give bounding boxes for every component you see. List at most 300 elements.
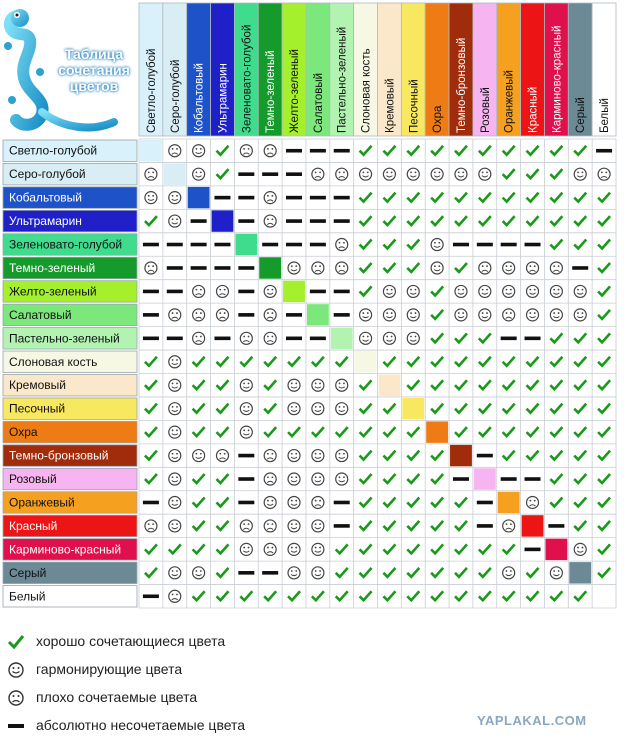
cell-good-mark [407,568,419,577]
cell-good-mark [479,591,491,600]
cell-bad-mark [336,168,348,180]
cell-good-mark [288,357,300,366]
row-label: Желто-зеленый [9,284,97,299]
cell-good-mark [479,427,491,436]
legend-item-harmony [0,658,640,682]
cell-good-mark [264,591,276,600]
cell-good-mark [145,380,157,389]
cell-bad-mark [193,332,205,344]
cell-good-mark [527,591,539,600]
cell-none-mark [310,196,326,200]
cell-good-mark [550,404,562,413]
cell-none-mark [286,313,302,317]
cell-harmony-mark [169,403,181,415]
cell-none-mark [453,243,469,247]
cell-good-mark [503,146,515,155]
cell-good-mark [383,263,395,272]
cell-good-mark [288,427,300,436]
frown-icon [6,688,26,708]
cell-good-mark [383,544,395,553]
cell-good-mark [193,544,205,553]
cell-good-mark [360,240,372,249]
row-label: Серый [9,565,47,580]
cell-harmony-mark [336,450,348,462]
cell-bad-mark [264,309,276,321]
cell-harmony-mark [288,403,300,415]
diagonal-cell [450,445,472,466]
cell-good-mark [216,357,228,366]
cell-bad-mark [193,285,205,297]
cell-harmony-mark [360,168,372,180]
column-header-label: Слоновая кость [360,48,373,133]
cell-harmony-mark [527,309,539,321]
cell-harmony-mark [383,285,395,297]
cell-bad-mark [336,239,348,251]
cell-harmony-mark [312,567,324,579]
cell-harmony-mark [312,473,324,485]
row-label: Серо-голубой [9,167,86,182]
column-header-label: Красный [527,86,540,133]
cell-harmony-mark [288,567,300,579]
diagonal-cell [140,140,162,161]
cell-bad-mark [312,496,324,508]
cell-good-mark [383,591,395,600]
cell-good-mark [407,380,419,389]
watermark: YAPLAKAL.COM [477,713,587,728]
cell-none-mark [167,266,183,270]
cell-none-mark [167,337,183,341]
cell-bad-mark [240,145,252,157]
cell-good-mark [574,497,586,506]
cell-none-mark [477,454,493,458]
cell-none-mark [143,337,159,341]
cell-good-mark [431,474,443,483]
column-header-label: Оранжевый [503,70,516,133]
cell-good-mark [503,169,515,178]
column-header-label: Пастельно-зеленый [336,26,349,133]
cell-good-mark [431,286,443,295]
cell-good-mark [431,404,443,413]
cell-good-mark [145,544,157,553]
cell-harmony-mark [240,403,252,415]
cell-good-mark [407,544,419,553]
cell-good-mark [574,404,586,413]
cell-harmony-mark [169,426,181,438]
diagonal-cell [593,586,615,607]
cell-good-mark [574,474,586,483]
column-header-label: Желто-зеленый [289,49,302,133]
cell-good-mark [360,427,372,436]
cell-good-mark [550,146,562,155]
cell-good-mark [407,451,419,460]
cell-good-mark [145,427,157,436]
row-label: Салатовый [9,307,72,322]
cell-good-mark [216,497,228,506]
cell-good-mark [431,216,443,225]
column-header-label: Кремовый [384,78,397,133]
cell-bad-mark [598,168,610,180]
cell-good-mark [550,193,562,202]
cell-none-mark [191,266,207,270]
cell-none-mark [310,219,326,223]
cell-good-mark [598,544,610,553]
cell-harmony-mark [407,332,419,344]
cell-good-mark [431,591,443,600]
cell-none-mark [238,501,254,505]
cell-good-mark [479,146,491,155]
cell-harmony-mark [360,309,372,321]
cell-good-mark [383,146,395,155]
dash-icon [6,716,26,736]
cell-good-mark [216,169,228,178]
cell-harmony-mark [193,450,205,462]
cell-good-mark [407,240,419,249]
cell-harmony-mark [503,567,515,579]
cell-none-mark [477,524,493,528]
cell-good-mark [479,357,491,366]
cell-good-mark [312,591,324,600]
cell-good-mark [455,427,467,436]
cell-good-mark [527,451,539,460]
cell-good-mark [550,451,562,460]
cell-none-mark [310,149,326,153]
cell-harmony-mark [288,473,300,485]
diagonal-cell [522,515,544,536]
row-label: Песочный [9,401,66,416]
cell-bad-mark [193,309,205,321]
cell-bad-mark [240,520,252,532]
cell-good-mark [360,263,372,272]
cell-none-mark [501,337,517,341]
cell-harmony-mark [383,168,395,180]
cell-good-mark [216,146,228,155]
cell-good-mark [527,193,539,202]
diagonal-cell [426,421,448,442]
cell-good-mark [455,404,467,413]
cell-good-mark [216,568,228,577]
cell-none-mark [191,219,207,223]
row-label: Темно-бронзовый [9,448,109,463]
cell-good-mark [598,380,610,389]
cell-good-mark [455,263,467,272]
cell-bad-mark [145,262,157,274]
cell-good-mark [193,357,205,366]
cell-bad-mark [264,215,276,227]
cell-good-mark [336,568,348,577]
cell-good-mark [383,193,395,202]
cell-none-mark [214,337,230,341]
column-header-label: Салатовый [312,72,325,133]
cell-none-mark [334,149,350,153]
cell-harmony-mark [312,450,324,462]
cell-good-mark [193,591,205,600]
cell-good-mark [407,591,419,600]
cell-harmony-mark [383,332,395,344]
diagonal-cell [402,398,424,419]
column-header-label: Серый [575,97,588,133]
cell-good-mark [550,474,562,483]
cell-good-mark [503,544,515,553]
cell-good-mark [407,193,419,202]
cell-harmony-mark [407,168,419,180]
cell-none-mark [525,243,541,247]
column-header-label: Розовый [479,87,492,133]
cell-good-mark [193,427,205,436]
cell-harmony-mark [312,543,324,555]
cell-good-mark [383,474,395,483]
cell-harmony-mark [383,309,395,321]
cell-harmony-mark [193,567,205,579]
cell-good-mark [598,427,610,436]
row-label: Охра [9,425,38,440]
cell-harmony-mark [240,379,252,391]
cell-good-mark [431,544,443,553]
cell-harmony-mark [288,543,300,555]
cell-good-mark [527,216,539,225]
cell-good-mark [527,380,539,389]
column-header-label: Карминово-красный [551,25,564,133]
cell-good-mark [145,451,157,460]
cell-harmony-mark [169,215,181,227]
cell-none-mark [238,266,254,270]
cell-bad-mark [145,520,157,532]
cell-harmony-mark [431,239,443,251]
cell-bad-mark [264,520,276,532]
cell-good-mark [360,497,372,506]
cell-good-mark [527,146,539,155]
cell-good-mark [479,193,491,202]
legend-label-none: абсолютно несочетаемые цвета [36,717,246,733]
cell-good-mark [383,240,395,249]
cell-good-mark [550,380,562,389]
diagonal-cell [307,304,329,325]
row-label: Светло-голубой [9,143,98,158]
cell-good-mark [527,169,539,178]
legend-label-good: хорошо сочетающиеся цвета [36,633,226,649]
cell-none-mark [525,337,541,341]
cell-bad-mark [503,520,515,532]
cell-good-mark [360,146,372,155]
cell-none-mark [143,501,159,505]
cell-good-mark [193,521,205,530]
cell-harmony-mark [479,168,491,180]
cell-good-mark [145,357,157,366]
cell-good-mark [574,357,586,366]
cell-good-mark [383,451,395,460]
cell-good-mark [383,216,395,225]
cell-harmony-mark [455,168,467,180]
cell-good-mark [574,240,586,249]
cell-good-mark [574,193,586,202]
cell-good-mark [574,591,586,600]
cell-good-mark [360,286,372,295]
cell-good-mark [598,568,610,577]
cell-bad-mark [169,590,181,602]
cell-bad-mark [264,192,276,204]
cell-harmony-mark [407,285,419,297]
row-label: Кобальтовый [9,190,82,205]
cell-harmony-mark [288,496,300,508]
cell-none-mark [286,219,302,223]
cell-good-mark [193,474,205,483]
cell-good-mark [479,568,491,577]
cell-good-mark [288,591,300,600]
diagonal-cell [212,210,234,231]
cell-good-mark [407,216,419,225]
cell-good-mark [240,357,252,366]
cell-good-mark [431,146,443,155]
cell-good-mark [431,521,443,530]
column-header-label: Серо-голубой [169,59,182,133]
cell-good-mark [431,568,443,577]
cell-good-mark [598,451,610,460]
cell-none-mark [334,501,350,505]
smile-icon [6,660,26,680]
cell-bad-mark [264,473,276,485]
cell-good-mark [550,169,562,178]
cell-good-mark [431,451,443,460]
cell-good-mark [336,591,348,600]
cell-harmony-mark [527,285,539,297]
cell-harmony-mark [479,285,491,297]
cell-good-mark [598,240,610,249]
legend-item-good [0,630,640,654]
cell-good-mark [407,474,419,483]
cell-none-mark [477,501,493,505]
cell-bad-mark [240,332,252,344]
cell-none-mark [548,524,564,528]
cell-none-mark [334,196,350,200]
cell-good-mark [598,310,610,319]
cell-none-mark [214,243,230,247]
cell-harmony-mark [288,450,300,462]
legend-item-bad [0,686,640,710]
cell-good-mark [383,404,395,413]
cell-bad-mark [169,309,181,321]
cell-none-mark [214,196,230,200]
cell-good-mark [503,591,515,600]
cell-good-mark [360,451,372,460]
cell-good-mark [431,193,443,202]
cell-harmony-mark [193,168,205,180]
cell-good-mark [455,146,467,155]
row-label: Карминово-красный [9,542,122,557]
cell-good-mark [193,404,205,413]
cell-good-mark [479,404,491,413]
cell-good-mark [431,380,443,389]
cell-none-mark [286,172,302,176]
cell-none-mark [143,243,159,247]
column-header-label: Светло-голубой [145,48,158,133]
cell-good-mark [455,521,467,530]
column-header-label: Песочный [408,79,421,133]
cell-good-mark [455,568,467,577]
cell-good-mark [455,333,467,342]
cell-none-mark [572,266,588,270]
cell-good-mark [455,591,467,600]
diagonal-cell [474,468,496,489]
cell-good-mark [360,591,372,600]
cell-harmony-mark [431,262,443,274]
cell-none-mark [262,571,278,575]
cell-harmony-mark [503,285,515,297]
cell-none-mark [167,290,183,294]
cell-good-mark [598,357,610,366]
row-label: Темно-зеленый [9,260,96,275]
cell-none-mark [286,149,302,153]
cell-good-mark [479,544,491,553]
cell-harmony-mark [550,309,562,321]
cell-none-mark [310,290,326,294]
cell-good-mark [407,146,419,155]
cell-good-mark [145,474,157,483]
cell-good-mark [455,544,467,553]
cell-good-mark [550,427,562,436]
cell-bad-mark [527,496,539,508]
chart-title: Таблица сочетания цветов [58,46,130,94]
cell-harmony-mark [550,285,562,297]
cell-bad-mark [216,309,228,321]
row-label: Оранжевый [9,495,75,510]
diagonal-cell [235,234,257,255]
cell-good-mark [193,497,205,506]
cell-good-mark [598,497,610,506]
cell-none-mark [501,243,517,247]
cell-good-mark [455,357,467,366]
cell-good-mark [550,333,562,342]
cell-harmony-mark [407,309,419,321]
cell-bad-mark [479,262,491,274]
cell-none-mark [143,594,159,598]
cell-good-mark [360,404,372,413]
cell-bad-mark [264,145,276,157]
cell-good-mark [527,357,539,366]
cell-none-mark [286,243,302,247]
cell-none-mark [286,337,302,341]
cell-none-mark [238,172,254,176]
cell-good-mark [383,357,395,366]
cell-none-mark [143,290,159,294]
cell-harmony-mark [360,332,372,344]
cell-good-mark [598,521,610,530]
cell-harmony-mark [479,309,491,321]
diagonal-cell [164,163,186,184]
cell-none-mark [238,313,254,317]
cell-bad-mark [145,168,157,180]
cell-good-mark [264,380,276,389]
cell-harmony-mark [336,403,348,415]
cell-good-mark [216,404,228,413]
row-label: Кремовый [9,378,66,393]
cell-good-mark [407,427,419,436]
cell-good-mark [360,380,372,389]
cell-good-mark [145,568,157,577]
diagonal-cell [283,281,305,302]
diagonal-cell [331,328,353,349]
cell-harmony-mark [312,403,324,415]
cell-good-mark [264,357,276,366]
cell-good-mark [527,404,539,413]
column-header-label: Белый [599,98,612,133]
cell-good-mark [383,521,395,530]
cell-good-mark [216,474,228,483]
cell-harmony-mark [169,192,181,204]
cell-harmony-mark [312,379,324,391]
cell-good-mark [574,333,586,342]
cell-none-mark [334,524,350,528]
cell-none-mark [238,290,254,294]
cell-none-mark [334,290,350,294]
